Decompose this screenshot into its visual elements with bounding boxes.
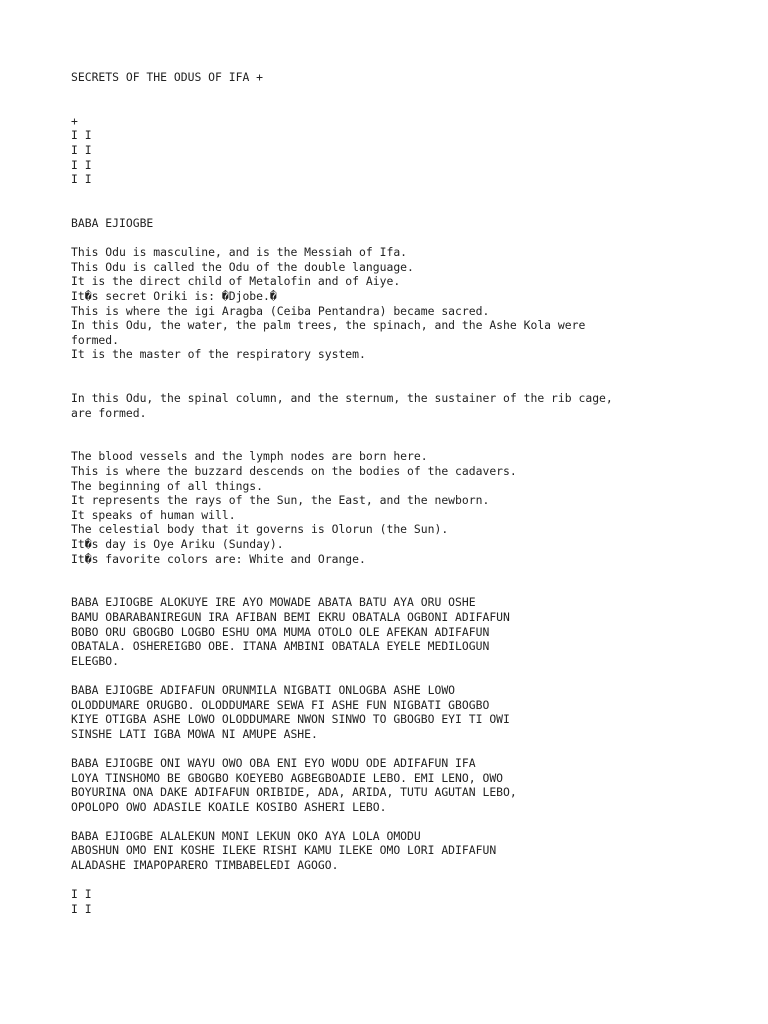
verse-line: ELEGBO.: [71, 653, 120, 668]
odu-mark-line: I I: [71, 887, 92, 902]
odu-heading: BABA EJIOGBE: [71, 215, 154, 230]
text-line: are formed.: [71, 405, 147, 420]
paragraph-2: [71, 391, 751, 420]
text-line: This is where the igi Aragba (Ceiba Pentandra) became sacred.: [71, 303, 490, 318]
text-line: This Odu is masculine, and is the Messiah of Ifa.: [71, 245, 408, 260]
text-line: The beginning of all things.: [71, 478, 264, 493]
verse-line: LOYA TINSHOMO BE GBOGBO KOEYEBO AGBEGBOADIE LEBO. EMI LENO, OWO: [71, 770, 504, 785]
text-line: In this Odu, the spinal column, and the sternum, the sustainer of the rib cage,: [71, 391, 613, 406]
odu-mark-line: I I: [71, 172, 92, 187]
verse-line: ALADASHE IMAPOPARERO TIMBABELEDI AGOGO.: [71, 858, 339, 873]
verse-line: BABA EJIOGBE ALOKUYE IRE AYO MOWADE ABATA BATU AYA ORU OSHE: [71, 595, 476, 610]
verse-line: BABA EJIOGBE ALALEKUN MONI LEKUN OKO AYA LOLA OMODU: [71, 828, 421, 843]
odu-mark-line: I I: [71, 142, 92, 157]
verse-line: BABA EJIOGBE ONI WAYU OWO OBA ENI EYO WODU ODE ADIFAFUN IFA: [71, 755, 476, 770]
verse-line: BAMU OBARABANIREGUN IRA AFIBAN BEMI EKRU OBATALA OGBONI ADIFAFUN: [71, 609, 510, 624]
document-page: [71, 70, 751, 916]
verse-line: BOBO ORU GBOGBO LOGBO ESHU OMA MUMA OTOLO OLE AFEKAN ADIFAFUN: [71, 624, 490, 639]
verse-line: SINSHE LATI IGBA MOWA NI AMUPE ASHE.: [71, 726, 318, 741]
verse-line: OPOLOPO OWO ADASILE KOAILE KOSIBO ASHERI LEBO.: [71, 799, 387, 814]
paragraph-1: [71, 245, 751, 362]
text-line: The blood vessels and the lymph nodes are born here.: [71, 449, 428, 464]
verse-line: OBATALA. OSHEREIGBO OBE. ITANA AMBINI OBATALA EYELE MEDILOGUN: [71, 639, 490, 654]
text-line: formed.: [71, 332, 120, 347]
verse-1: [71, 595, 751, 668]
text-line: It is the direct child of Metalofin and of Aiye.: [71, 274, 401, 289]
verse-4: [71, 829, 751, 873]
text-line: The celestial body that it governs is Olorun (the Sun).: [71, 522, 449, 537]
odu-mark-line: I I: [71, 901, 92, 916]
verse-line: ABOSHUN OMO ENI KOSHE ILEKE RISHI KAMU ILEKE OMO LORI ADIFAFUN: [71, 843, 497, 858]
text-line: It�s secret Oriki is: �Djobe.�: [71, 288, 277, 303]
verse-line: BOYURINA ONA DAKE ADIFAFUN ORIBIDE, ADA, ARIDA, TUTU AGUTAN LEBO,: [71, 785, 517, 800]
verse-line: BABA EJIOGBE ADIFAFUN ORUNMILA NIGBATI ONLOGBA ASHE LOWO: [71, 682, 456, 697]
document-title: SECRETS OF THE ODUS OF IFA +: [71, 70, 264, 84]
text-line: It�s favorite colors are: White and Orange.: [71, 551, 366, 566]
verse-line: OLODDUMARE ORUGBO. OLODDUMARE SEWA FI ASHE FUN NIGBATI GBOGBO: [71, 697, 490, 712]
text-line: This is where the buzzard descends on the bodies of the cadavers.: [71, 464, 517, 479]
footer-odu-marks: [71, 887, 751, 916]
odu-mark-line: I I: [71, 157, 92, 172]
text-line: It speaks of human will.: [71, 507, 236, 522]
odu-mark-line: I I: [71, 128, 92, 143]
verse-line: KIYE OTIGBA ASHE LOWO OLODDUMARE NWON SINWO TO GBOGBO EYI TI OWI: [71, 712, 510, 727]
text-line: It represents the rays of the Sun, the East, and the newborn.: [71, 493, 490, 508]
paragraph-3: [71, 449, 751, 566]
text-line: It�s day is Oye Ariku (Sunday).: [71, 537, 284, 551]
text-line: In this Odu, the water, the palm trees, the spinach, and the Ashe Kola were: [71, 318, 586, 333]
text-line: It is the master of the respiratory system.: [71, 347, 366, 362]
text-line: This Odu is called the Odu of the double language.: [71, 259, 414, 274]
verse-2: [71, 683, 751, 741]
odu-plus-mark: +: [71, 113, 78, 128]
verse-3: [71, 756, 751, 814]
